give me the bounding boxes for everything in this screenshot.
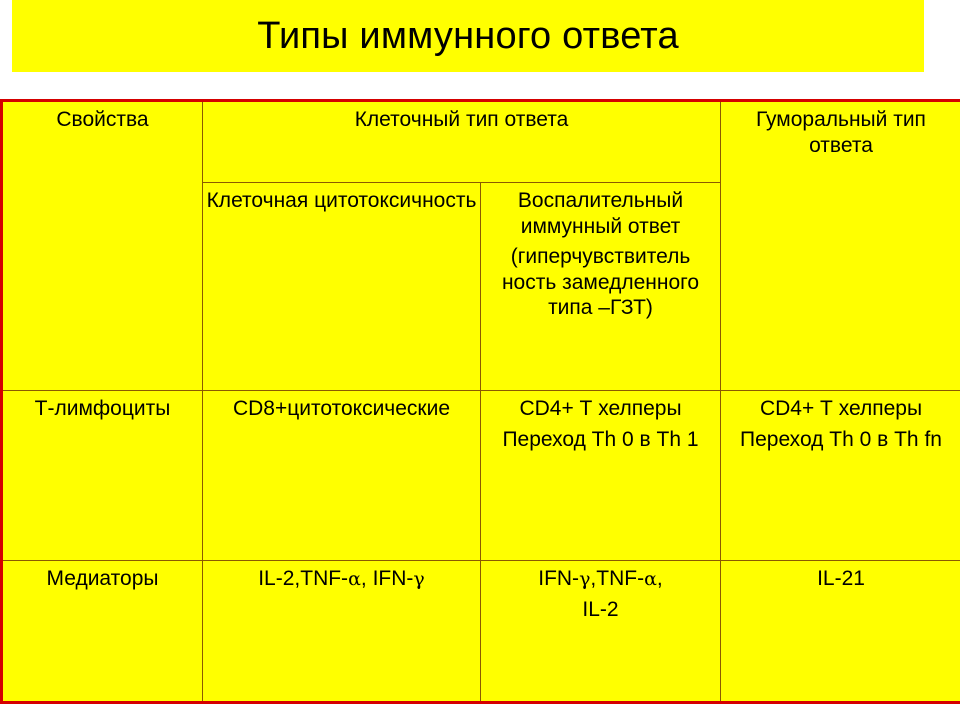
t-cells-inflammatory-line: CD4+ Т хелперы: [519, 397, 682, 420]
title-banner: [12, 0, 924, 72]
header-inflammatory-line: (гиперчувствитель ность замедленного типа –ГЗТ): [501, 245, 700, 320]
alpha-symbol: α: [644, 568, 657, 590]
t-cells-humoral-line: Переход Th 0 в Th fn: [740, 427, 942, 451]
mediator-text: IFN-: [538, 567, 580, 590]
t-cells-inflammatory-cell: [481, 391, 721, 561]
mediator-text: ,: [656, 567, 663, 590]
mediators-cytotoxic-cell: [203, 561, 481, 703]
header-cellular-cell: Клеточный тип ответа: [203, 101, 721, 183]
alpha-symbol: α: [348, 568, 361, 590]
t-cells-humoral-line: CD4+ Т хелперы: [759, 397, 923, 420]
mediator-text: ,TNF-: [590, 567, 645, 590]
mediators-inflammatory-line: [484, 566, 717, 592]
header-inflammatory-line: Воспалительный иммунный ответ: [517, 189, 684, 238]
header-inflammatory-cell: [481, 183, 721, 391]
t-cells-humoral-cell: [721, 391, 960, 561]
header-row-1: [2, 101, 960, 183]
mediator-text: IL-2,TNF-: [258, 567, 349, 590]
mediators-humoral-cell: IL-21: [721, 561, 960, 703]
gamma-symbol: γ: [579, 568, 591, 590]
mediator-text: , IFN-: [360, 567, 414, 590]
t-cells-label-cell: Т-лимфоциты: [2, 391, 203, 561]
mediators-row: [2, 561, 960, 703]
page-title: Типы иммунного ответа: [257, 14, 679, 57]
t-cells-cytotoxic-cell: CD8+цитотоксические: [203, 391, 481, 561]
header-cytotoxicity-cell: Клеточная цитотоксичность: [203, 183, 481, 391]
header-properties-cell: Свойства: [2, 101, 203, 391]
mediators-label-cell: Медиаторы: [2, 561, 203, 703]
mediators-inflammatory-cell: [481, 561, 721, 703]
t-cells-inflammatory-line: Переход Th 0 в Th 1: [502, 427, 699, 451]
t-cells-row: [2, 391, 960, 561]
immune-response-table: [0, 99, 960, 704]
gamma-symbol: γ: [413, 568, 425, 590]
mediators-inflammatory-line-2: IL-2: [582, 597, 619, 621]
header-humoral-cell: Гуморальный тип ответа: [721, 101, 960, 391]
